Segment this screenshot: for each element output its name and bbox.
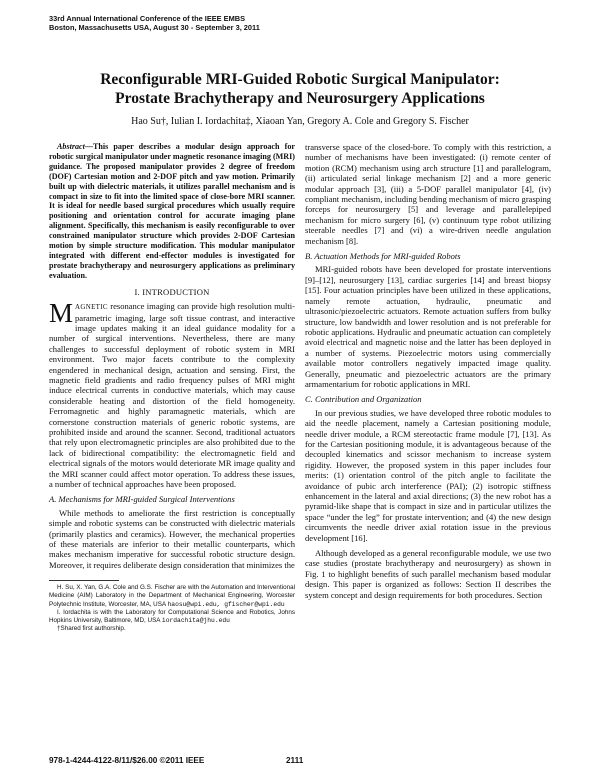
section-heading-introduction: I. INTRODUCTION <box>134 286 210 297</box>
page-number: 2111 <box>286 756 304 765</box>
footnote-affiliation-jhu: I. Iordachita is with the Laboratory for Computational Science and Robotics, Johns Hopkins University, Baltimore, MD, USA iordachita@jhu.edu <box>49 608 295 625</box>
abstract-text: —This paper describes a modular design approach for robotic surgical manipulator under magnetic resonance imaging (MRI) guidance. The proposed manipulator provides 2 degree of freedom (DOF) Cartesian motion and 2-DOF pitch and yaw motion. Primarily built up with dielectric materials, it utilizes parallel mechanism and is compact in size to fit into the limited space of close-bore MRI scanner. It is ideal for needle based surgical procedures which usually require positioning and orientation control for accurate imaging plane alignment. Specifically, this mechanism is easily reconfigurable to over constrained manipulator structure which provides 2-DOF Cartesian motion by simple structure modification. This modular manipulator integrated with different end-effector modules is investigated for prostate brachytherapy and neurosurgery applications as preliminary evaluation. <box>49 142 295 280</box>
paragraph-mechanisms: While methods to ameliorate the first restriction is conceptually simple and robotic systems can be constructed with dielectric materials (primarily plastics and ceramics). However, the mechanical properties of these materials are inferior to their metallic counterparts, which makes mechanism imperative for successful robotic structure design. Moreover, it requires deliberate design consideration that minimizes the <box>49 507 295 570</box>
subsection-heading-c: C. Contribution and Organization <box>305 394 422 405</box>
footnote-email-wpi: haosu@wpi.edu, gfischer@wpi.edu <box>167 600 285 608</box>
isbn-copyright: 978-1-4244-4122-8/11/$26.00 ©2011 IEEE <box>49 756 205 765</box>
paragraph-actuation: MRI-guided robots have been developed for prostate interventions [9]–[12], neurosurgery [13], cardiac surgeries [14] and breast biopsy [15]. Four actuation principles have been utilized in these applications, namely remote actuation, hydraulic, pneumatic and ultrasonic/piezoelectric actuators. Remote actuation suffers from bulky structure, low bandwidth and lower resolution and is not preferable for robotic applications. Hydraulic and pneumatic actuation can completely avoid electrical and magnetic noise and the latter has been deployed in a number of systems. Piezoelectric motors using commercially available motor controllers negatively impacted image quality. Generally, pneumatic and piezoelectric actuators are the primary armamentarium for robotic applications in MRI. <box>305 264 551 389</box>
subsection-heading-a: A. Mechanisms for MRI-guided Surgical Interventions <box>49 494 235 505</box>
footnote-affiliation-wpi: H. Su, X. Yan, G.A. Cole and G.S. Fischer are with the Automation and Interventional Medicine (AIM) Laboratory in the Department of Mechanical Engineering, Worcester Polytechnic Institute, Worcester, MA, USA haosu@wpi.edu, gfischer@wpi.edu <box>49 584 295 608</box>
paragraph-mechanisms-continued: transverse space of the closed-bore. To comply with this restriction, a number of mechanisms have been investigated: (i) remote center of motion (RCM) mechanism using arch structure [1] and parallelogram, (ii) articulated serial linkage mechanism [2] and a more generic modular approach [3], (iii) a 5-DOF parallel manipulator [4], (iv) compliant mechanism, including bending mechanism of micro grasping forceps for neurosurgery [5] and leverage and parallelepiped mechanism for micro surgery [6], (v) continuum type robot utilizing steerable needles [7] and (vi) a wire-driven needle angulation mechanism [8]. <box>305 142 551 246</box>
abstract-label: Abstract <box>57 142 85 151</box>
left-column <box>49 142 295 633</box>
conference-name: 33rd Annual International Conference of the IEEE EMBS <box>49 14 246 23</box>
right-column <box>305 142 551 600</box>
footnote-shared-authorship: †Shared first authorship. <box>57 625 126 633</box>
conference-header <box>49 14 260 32</box>
intro-paragraph <box>49 298 295 489</box>
abstract <box>49 142 295 281</box>
footnote-email-jhu: iordachita@jhu.edu <box>161 617 230 625</box>
footnote-divider <box>49 580 119 581</box>
paragraph-contribution: In our previous studies, we have developed three robotic modules to aid the needle placement, namely a Cartesian positioning module, needle driver module, a RCM stereotactic frame module [7], [13]. As for the Cartesian positioning module, it is advantageous because of the decoupled kinematics and scissor mechanism to increase system rigidity. However, the proposed system in this paper includes four merits: (1) orientation control of the pitch angle to facilitate the avoidance of pubic arch interference (PAI); (2) isotropic stiffness enhancement in the lateral and axial directions; (3) the new robot has a pyramid-like shape that is compact in size and in particular utilizes the space “under the leg” for prostate intervention; and (4) the new design circumvents the needle driver axial rotation issue in the previous development [16]. <box>305 407 551 543</box>
title-line-1: Reconfigurable MRI-Guided Robotic Surgical Manipulator: <box>100 71 500 88</box>
drop-cap: M <box>49 298 74 329</box>
intro-text: resonance imaging can provide high resolution multi-parametric imaging, large soft tissue contrast, and interactive image updates making it an ideal guidance modality for a number of surgical interventions. Nevertheless, there are many challenges to successful deployment of robotic system in MRI environment. Two major facets contribute to the complexity engendered in mechanical design, actuation and sensing. First, the magnetic field gradients and radio frequency pulses of MRI might induce electrical currents in conductive materials, which may cause considerable heating and distortion of the field homogeneity. Ferromagnetic and highly paramagnetic materials, which are cornerstone construction materials of generic robotic systems, are prohibited inside and around the scanner. Second, traditional actuators that rely upon electromagnetic principles are also prohibited due to the lack of bidirectional compatibility: the electromagnetic field and electrical signals of the motors would deteriorate MR image quality and the MRI scanner could affect motor operation. To address these issues, a number of technical approaches have been proposed. <box>49 301 295 489</box>
conference-location: Boston, Massachusetts USA, August 30 - September 3, 2011 <box>49 23 260 32</box>
title-line-2: Prostate Brachytherapy and Neurosurgery Applications <box>115 90 485 107</box>
intro-smallcaps: AGNETIC <box>75 303 108 312</box>
author-list: Hao Su†, Iulian I. Iordachita‡, Xiaoan Yan, Gregory A. Cole and Gregory S. Fischer <box>131 116 469 127</box>
paragraph-organization: Although developed as a general reconfigurable module, we use two case studies (prostate brachytherapy and neurosurgery) as shown in Fig. 1 to highlight benefits of such parallel mechanism based modular design. This paper is organized as follows: Section II describes the system concept and design requirements for both procedures. Section <box>305 548 551 600</box>
paper-title <box>40 70 560 108</box>
subsection-heading-b: B. Actuation Methods for MRI-guided Robots <box>305 251 461 262</box>
